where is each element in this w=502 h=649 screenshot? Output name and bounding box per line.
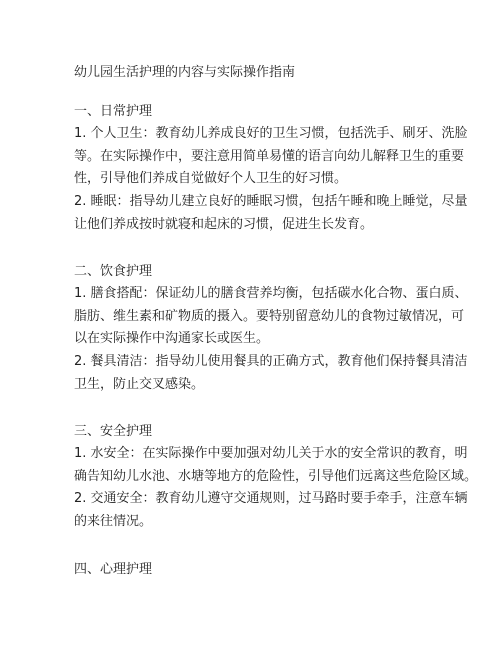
text-line: 2. 交通安全：教育幼儿遵守交通规则，过马路时要手牵手，注意车辆 [74, 491, 468, 506]
text-line: 等。在实际操作中，要注意用简单易懂的语言向幼儿解释卫生的重要 [74, 148, 465, 164]
text-line: 1. 膳食搭配：保证幼儿的膳食营养均衡，包括碳水化合物、蛋白质、 [74, 286, 468, 301]
paragraph-personal-hygiene [74, 123, 468, 191]
text-line: 的来往情况。 [74, 513, 153, 529]
text-line: 确告知幼儿水池、水塘等地方的危险性，引导他们远离这些危险区域。 [74, 468, 478, 484]
text-line: 脂肪、维生素和矿物质的摄入。要特别留意幼儿的食物过敏情况，可 [74, 308, 465, 324]
paragraph-water-safety [74, 443, 478, 488]
section-heading-diet-care: 二、饮食护理 [74, 264, 153, 279]
text-line: 2. 餐具清洁：指导幼儿使用餐具的正确方式，教育他们保持餐具清洁 [74, 354, 468, 369]
text-line: 1. 水安全：在实际操作中要加强对幼儿关于水的安全常识的教育，明 [74, 446, 468, 461]
text-line: 以在实际操作中沟通家长或医生。 [74, 331, 270, 346]
paragraph-sleep [74, 191, 468, 236]
paragraph-traffic-safety [74, 488, 468, 533]
section-heading-daily-care: 一、日常护理 [74, 104, 153, 119]
paragraph-meal-balance [74, 283, 468, 351]
paragraph-tableware-cleaning [74, 351, 468, 396]
text-line: 性，引导他们养成自觉做好个人卫生的好习惯。 [74, 171, 348, 186]
section-heading-safety-care: 三、安全护理 [74, 424, 153, 439]
text-line: 2. 睡眠：指导幼儿建立良好的睡眠习惯，包括午睡和晚上睡觉，尽量 [74, 194, 468, 209]
text-line: 1. 个人卫生：教育幼儿养成良好的卫生习惯，包括洗手、刷牙、洗脸 [74, 126, 468, 141]
text-line: 卫生，防止交叉感染。 [74, 376, 205, 392]
section-heading-psychological-care: 四、心理护理 [74, 562, 153, 577]
text-line: 让他们养成按时就寝和起床的习惯，促进生长发育。 [74, 216, 374, 232]
document-title: 幼儿园生活护理的内容与实际操作指南 [74, 65, 296, 80]
